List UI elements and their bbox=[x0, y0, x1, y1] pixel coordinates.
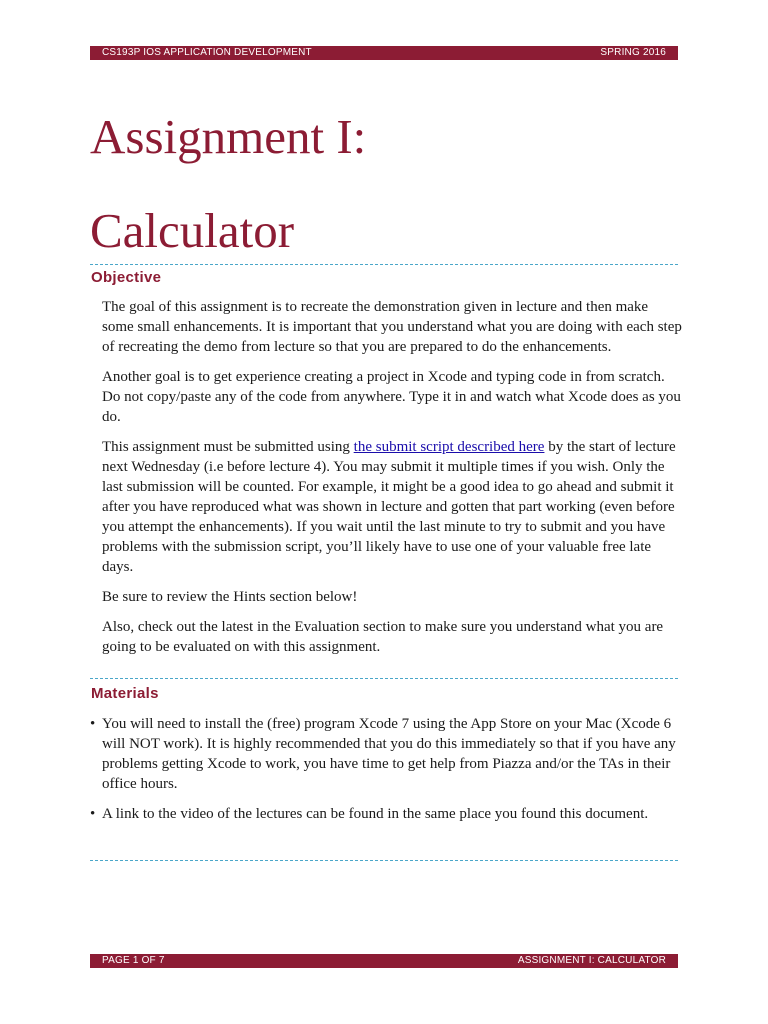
list-item-text: A link to the video of the lectures can be found in the same place you found this document. bbox=[102, 806, 649, 822]
paragraph-text: This assignment must be submitted using bbox=[102, 439, 354, 455]
objective-paragraph-3 bbox=[102, 437, 682, 577]
title-line-1: Assignment I: bbox=[90, 109, 367, 164]
materials-heading: Materials bbox=[91, 685, 159, 702]
header-course: CS193P IOS APPLICATION DEVELOPMENT bbox=[102, 47, 312, 58]
objective-section bbox=[102, 297, 682, 667]
paragraph-text: by the start of lecture next Wednesday (i.e before lecture 4). You may submit it multiple times if you wish. Only the last submission will be counted. For example, it might be a good idea to go ahead and submit it after you have reproduced what was shown in lecture and gotten that part working (even before you attempt the enhancements). If you wait until the last minute to try to submit and you have problems with the submission script, you’ll likely have to use one of your valuable free late days. bbox=[102, 439, 676, 575]
list-item-text: You will need to install the (free) program Xcode 7 using the App Store on your Mac (Xcode 6 will NOT work). It is highly recommended that you do this immediately so that if you have any problems getting Xcode to work, you have time to get help from Piazza and/or the TAs in their office hours. bbox=[102, 716, 676, 792]
header-bar bbox=[90, 46, 678, 60]
objective-heading: Objective bbox=[91, 269, 162, 286]
materials-list bbox=[90, 714, 682, 824]
submit-script-link[interactable]: the submit script described here bbox=[353, 439, 545, 455]
page-title bbox=[90, 90, 366, 278]
footer-bar bbox=[90, 954, 678, 968]
objective-paragraph-5: Also, check out the latest in the Evaluation section to make sure you understand what you are going to be evaluated on with this assignment. bbox=[102, 619, 664, 655]
objective-paragraph-2: Another goal is to get experience creating a project in Xcode and typing code in from scratch. Do not copy/paste any of the code from anywhere. Type it in and watch what Xcode does as you do. bbox=[102, 369, 681, 425]
objective-paragraph-1: The goal of this assignment is to recreate the demonstration given in lecture and then make some small enhancements. It is important that you understand what you are doing with each step of recreating the demo from lecture so that you are prepared to do the enhancements. bbox=[102, 299, 682, 355]
header-term: SPRING 2016 bbox=[600, 47, 666, 58]
title-line-2: Calculator bbox=[90, 203, 295, 258]
materials-section bbox=[90, 714, 682, 834]
footer-page-number: PAGE 1 OF 7 bbox=[102, 955, 165, 966]
list-item bbox=[90, 714, 682, 794]
section-divider bbox=[90, 678, 678, 679]
section-divider bbox=[90, 860, 678, 861]
footer-assignment: ASSIGNMENT I: CALCULATOR bbox=[517, 955, 666, 966]
objective-paragraph-4: Be sure to review the Hints section below! bbox=[102, 589, 358, 605]
bullet-icon: • bbox=[90, 716, 96, 732]
section-divider bbox=[90, 264, 678, 265]
list-item bbox=[90, 804, 682, 824]
bullet-icon: • bbox=[90, 806, 96, 822]
